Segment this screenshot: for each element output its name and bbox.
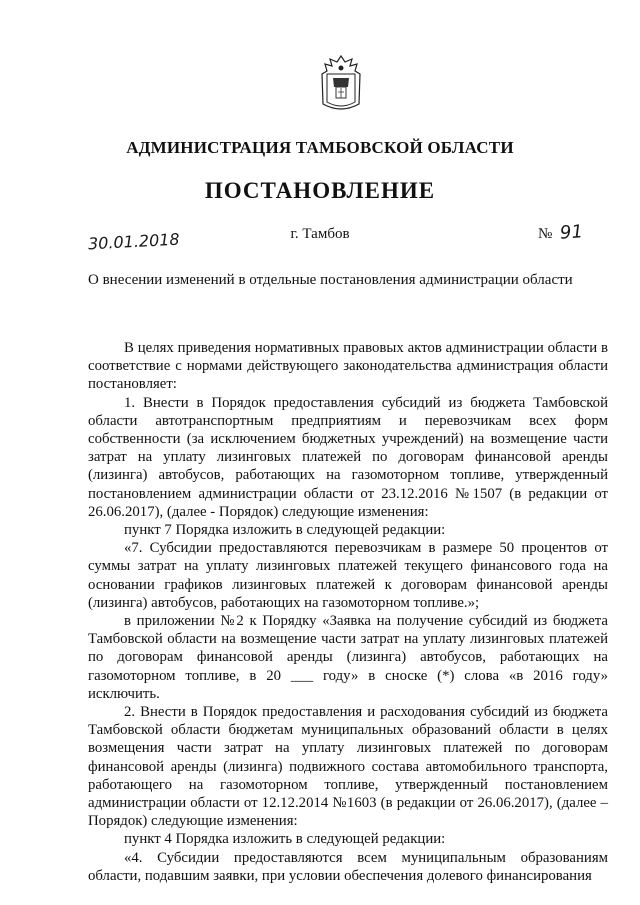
city-label: г. Тамбов — [290, 226, 350, 242]
document-body — [88, 339, 608, 885]
paragraph: В целях приведения нормативных правовых актов администрации области в соответствие с нормами действующего законодательства администрация области постановляет: — [88, 340, 608, 393]
paragraph: «4. Субсидии предоставляются всем муниципальным образованиям области, подавшим заявки, при условии обеспечения долевого финансирования — [88, 849, 608, 884]
paragraph: «7. Субсидии предоставляются перевозчикам в размере 50 процентов от суммы затрат на уплату лизинговых платежей текущего финансового года на основании графиков лизинговых платежей к договорам финансовой аренды (лизинга) автобусов, работающих на газомоторном топливе.»; — [88, 540, 608, 611]
paragraph: 2. Внести в Порядок предоставления и расходования субсидий из бюджета Тамбовской области бюджетам муниципальных образований области в целях возмещения части затрат на уплату лизинговых платежей по договорам финансовой аренды (лизинга) подвижного состава автомобильного транспорта, работающего на газомоторном топливе, утвержденный постановлением администрации области от 12.12.2014 №1603 (в редакции от 26.06.2017), (далее – Порядок) следующие изменения: — [88, 704, 608, 830]
number-prefix: № — [538, 226, 553, 242]
paragraph: в приложении №2 к Порядку «Заявка на получение субсидий из бюджета Тамбовской области на возмещение части затрат на уплату лизинговых платежей по договорам финансовой аренды (лизинга) автобусов, работающих на газомоторном топливе, в 20 ___ году» в сноске (*) слова «в 2016 году» исключить. — [88, 613, 608, 702]
paragraph: пункт 4 Порядка изложить в следующей редакции: — [124, 831, 446, 848]
handwritten-number: 91 — [559, 221, 584, 244]
handwritten-date: 30.01.2018 — [87, 229, 181, 254]
coat-of-arms-icon — [319, 54, 363, 112]
paragraph: 1. Внести в Порядок предоставления субсидий из бюджета Тамбовской области автотранспортным предприятиям и перевозчикам всех форм собственности (за исключением бюджетных учреждений) на возмещение части затрат на уплату лизинговых платежей по договорам финансовой аренды (лизинга) автобусов, работающих на газомоторном топливе, утвержденный постановлением администрации области от 23.12.2016 №1507 (в редакции от 26.06.2017), (далее - Порядок) следующие изменения: — [88, 394, 608, 520]
organization-title: АДМИНИСТРАЦИЯ ТАМБОВСКОЙ ОБЛАСТИ — [126, 138, 514, 157]
document-type: ПОСТАНОВЛЕНИЕ — [204, 178, 436, 203]
document-subject: О внесении изменений в отдельные постановления администрации области — [88, 272, 573, 288]
paragraph: пункт 7 Порядка изложить в следующей редакции: — [124, 522, 446, 539]
document-number — [538, 222, 583, 243]
